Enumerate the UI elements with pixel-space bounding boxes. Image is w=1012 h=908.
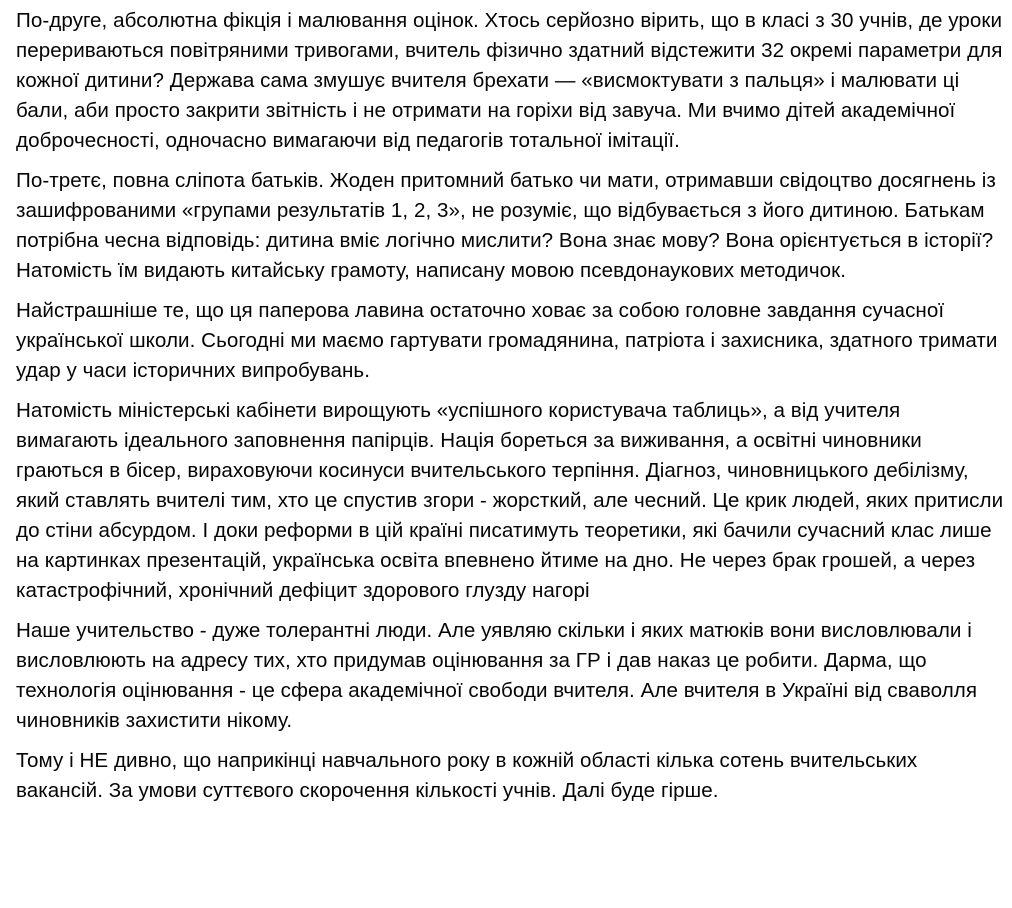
post-paragraph-6: Тому і НЕ дивно, що наприкінці навчального року в кожній області кілька сотень вчительських вакансій. За умови суттєвого скорочення кількості учнів. Далі буде гірше. [16,749,918,802]
post-paragraph-2: По-третє, повна сліпота батьків. Жоден притомний батько чи мати, отримавши свідоцтво досягнень із зашифрованими «групами результатів 1, 2, 3», не розуміє, що відбувається з його дитиною. Батькам потрібна чесна відповідь: дитина вміє логічно мислити? Вона знає мову? Вона орієнтується в історії? Натомість їм видають китайську грамоту, написану мовою псевдонаукових методичок. [16,169,996,282]
post-paragraph-1: По-друге, абсолютна фікція і малювання оцінок. Хтось серйозно вірить, що в класі з 30 учнів, де уроки перериваються повітряними тривогами, вчитель фізично здатний відстежити 32 окремі параметри для кожної дитини? Держава сама змушує вчителя брехати — «висмоктувати з пальця» і малювати ці бали, аби просто закрити звітність і не отримати на горіхи від завуча. Ми вчимо дітей академічної доброчесності, одночасно вимагаючи від педагогів тотальної імітації. [16,9,1003,152]
post-body [16,6,1006,806]
post-paragraph-5: Наше учительство - дуже толерантні люди. Але уявляю скільки і яких матюків вони висловлювали і висловлюють на адресу тих, хто придумав оцінювання за ГР і дав наказ це робити. Дарма, що технологія оцінювання - це сфера академічної свободи вчителя. Але вчителя в Україні від сваволля чиновників захистити нікому. [16,619,978,732]
post-paragraph-3: Найстрашніше те, що ця паперова лавина остаточно ховає за собою головне завдання сучасної української школи. Сьогодні ми маємо гартувати громадянина, патріота і захисника, здатного тримати удар у часи історичних випробувань. [16,299,998,382]
post-paragraph-4: Натомість міністерські кабінети вирощують «успішного користувача таблиць», а від учителя вимагають ідеального заповнення папірців. Нація бореться за виживання, а освітні чиновники граються в бісер, вираховуючи косинуси вчительського терпіння. Діагноз, чиновницького дебілізму, який ставлять вчителі тим, хто це спустив згори - жорсткий, але чесний. Це крик людей, яких притисли до стіни абсурдом. І доки реформи в цій країні писатимуть теоретики, які бачили сучасний клас лише на картинках презентацій, українська освіта впевнено йтиме на дно. Не через брак грошей, а через катастрофічний, хронічний дефіцит здорового глузду нагорі [16,399,1004,602]
